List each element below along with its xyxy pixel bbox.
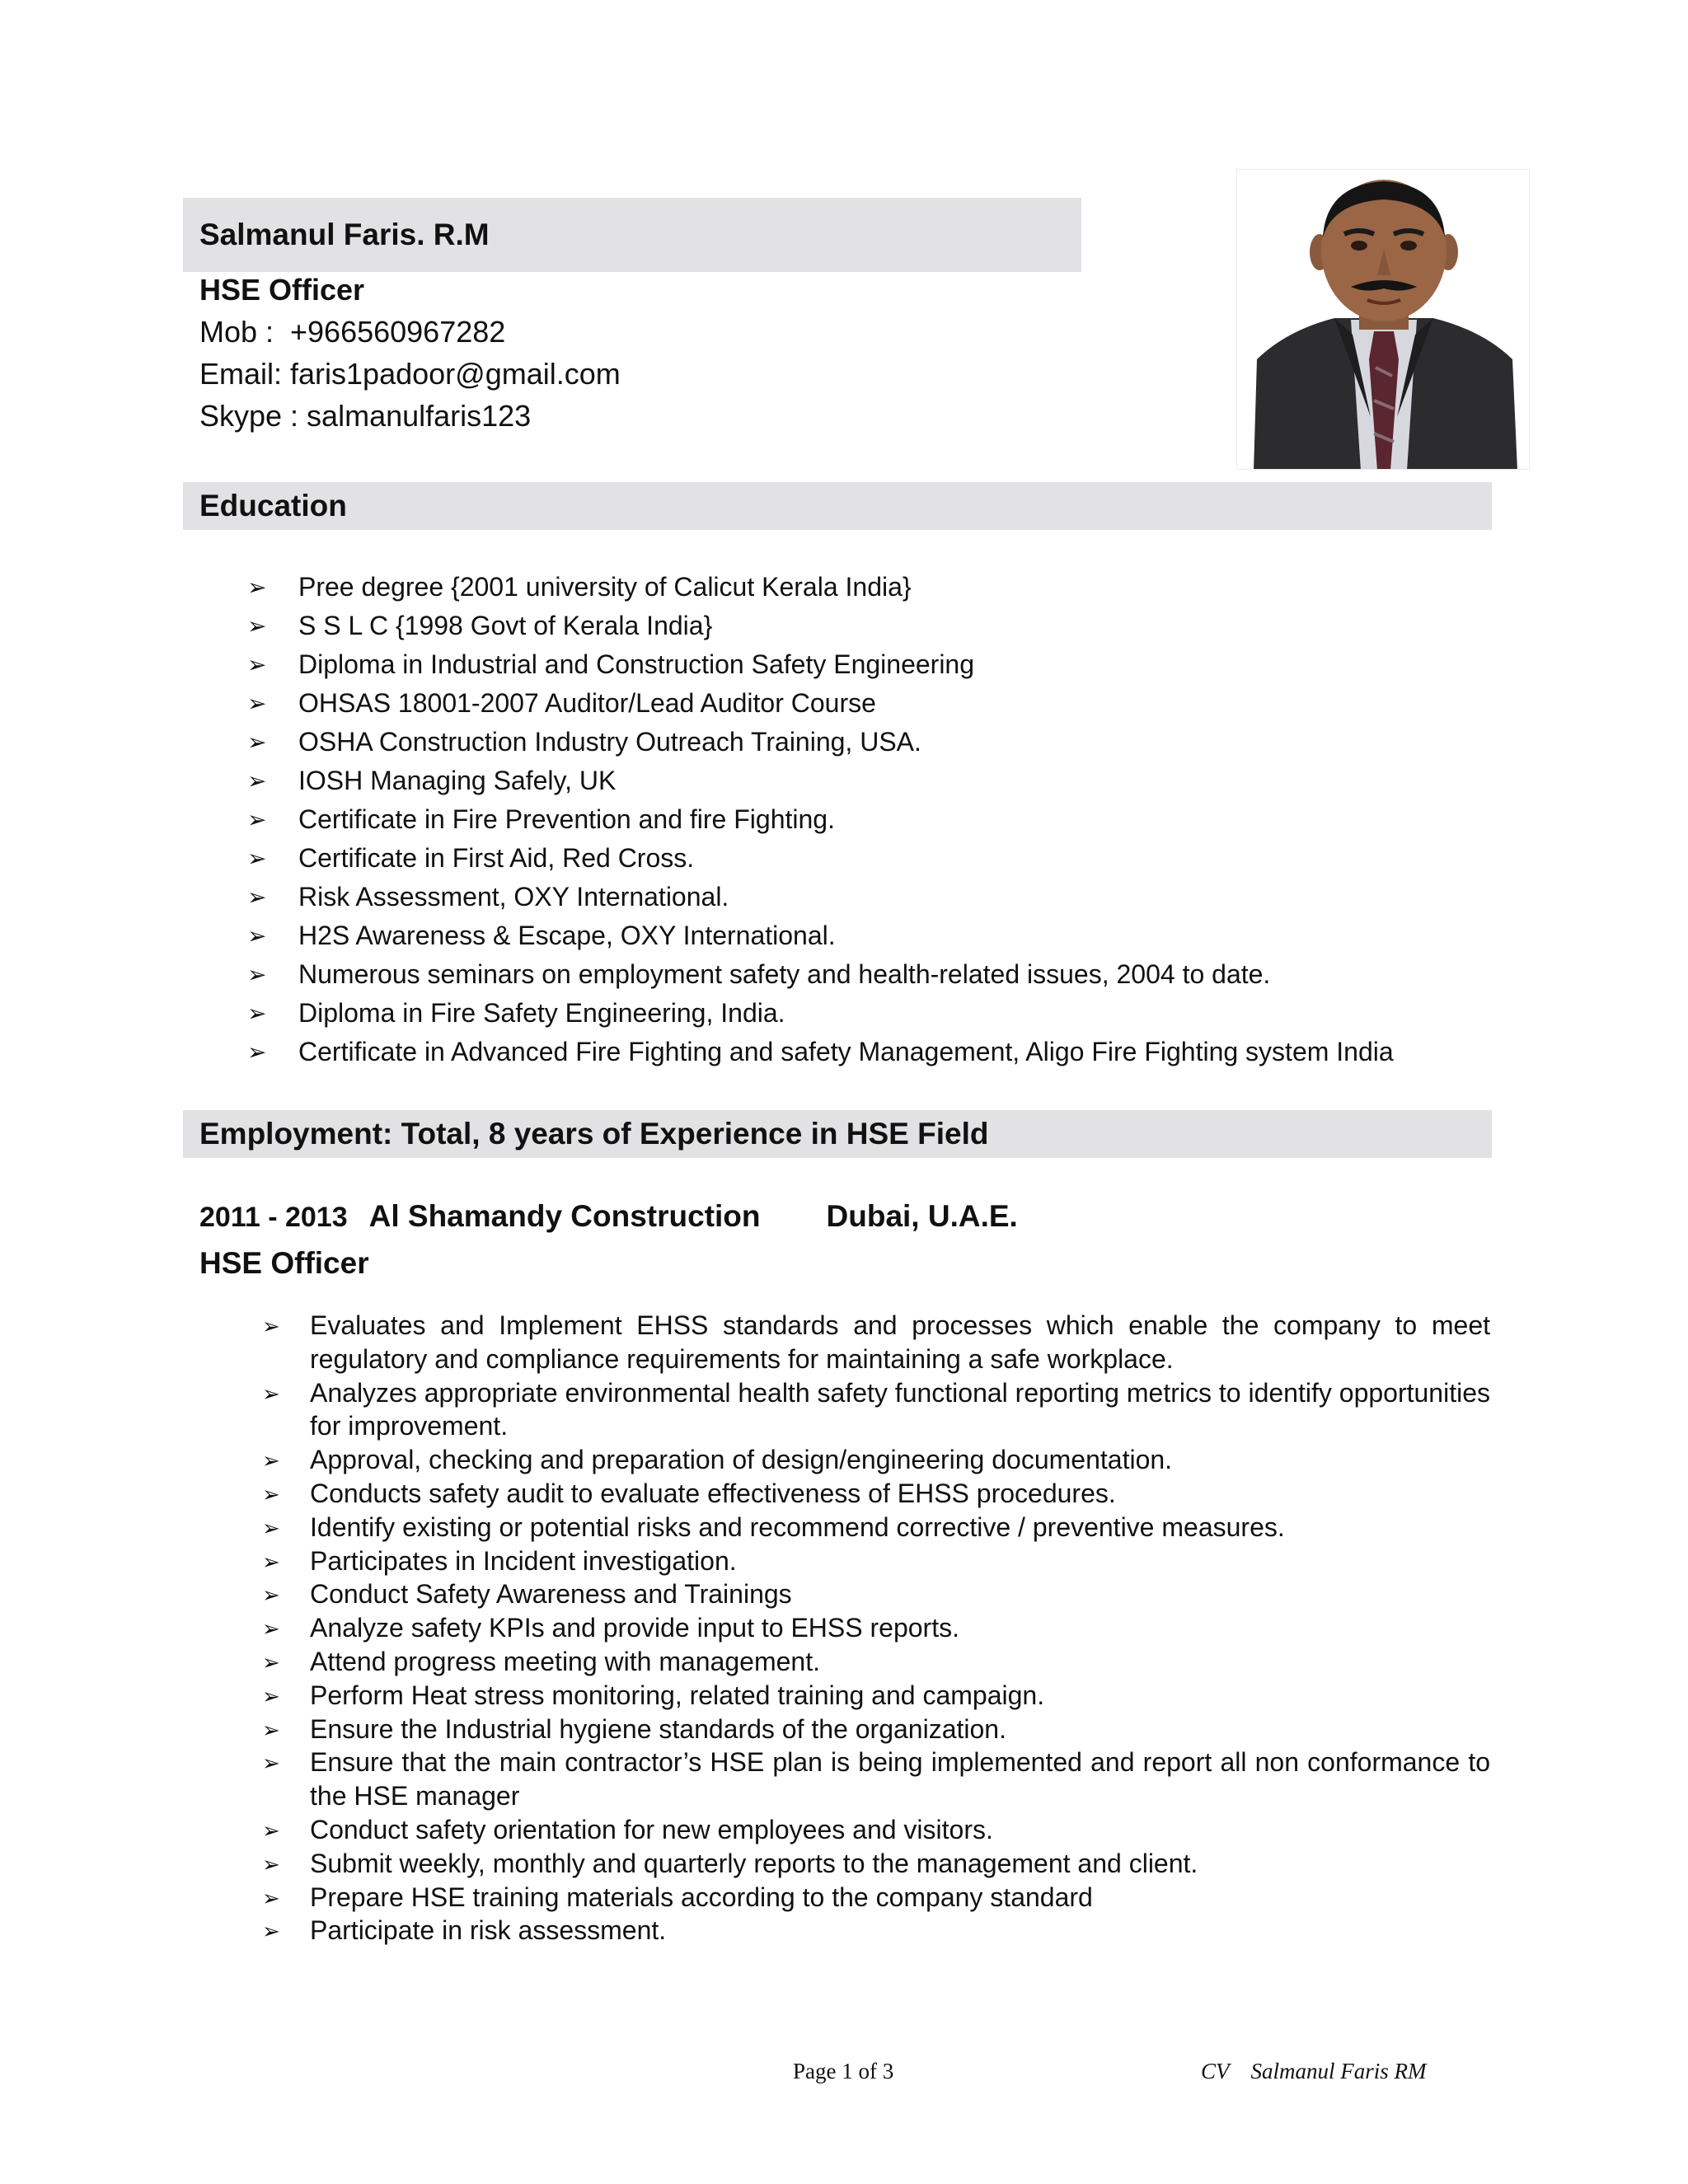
education-item — [247, 994, 1500, 1033]
education-item — [247, 645, 1500, 684]
name-bar — [183, 198, 1081, 272]
duty-text: Analyze safety KPIs and provide input to EHSS reports. — [310, 1613, 959, 1643]
duty-text: Conducts safety audit to evaluate effectiveness of EHSS procedures. — [310, 1478, 1116, 1508]
cv-owner-name: Salmanul Faris RM — [1250, 2059, 1427, 2083]
job-years: 2011 - 2013 — [199, 1202, 348, 1233]
arrow-bullet-icon: ➢ — [262, 1683, 280, 1708]
duty-text: Analyzes appropriate environmental health safety functional reporting metrics to identify opportunities for improvement. — [310, 1377, 1490, 1441]
duties-list — [262, 1309, 1490, 1947]
duty-item — [262, 1914, 1490, 1947]
duty-item — [262, 1881, 1490, 1915]
candidate-name: Salmanul Faris. R.M — [199, 218, 490, 251]
arrow-bullet-icon: ➢ — [262, 1817, 280, 1843]
duty-text: Conduct safety orientation for new employees and visitors. — [310, 1814, 993, 1844]
education-item — [247, 723, 1500, 762]
arrow-bullet-icon: ➢ — [247, 729, 267, 755]
arrow-bullet-icon: ➢ — [262, 1750, 280, 1776]
education-item — [247, 878, 1500, 916]
education-item — [247, 607, 1500, 645]
email-line: Email: faris1padoor@gmail.com — [199, 357, 621, 391]
duty-text: Prepare HSE training materials according to the company standard — [310, 1882, 1093, 1912]
arrow-bullet-icon: ➢ — [262, 1616, 280, 1642]
duty-text: Evaluates and Implement EHSS standards and processes which enable the company to meet regulatory and compliance requirements for maintaining a safe workplace. — [310, 1310, 1490, 1374]
duty-item — [262, 1645, 1490, 1679]
arrow-bullet-icon: ➢ — [262, 1515, 280, 1540]
education-item — [247, 800, 1500, 839]
profile-photo — [1236, 169, 1530, 470]
education-item-text: OHSAS 18001-2007 Auditor/Lead Auditor Course — [298, 688, 876, 718]
arrow-bullet-icon: ➢ — [262, 1649, 280, 1675]
duty-item — [262, 1309, 1490, 1376]
arrow-bullet-icon: ➢ — [247, 1039, 267, 1065]
mobile-line — [199, 311, 621, 353]
duty-item — [262, 1477, 1490, 1511]
arrow-bullet-icon: ➢ — [262, 1549, 280, 1574]
duty-item — [262, 1376, 1490, 1444]
candidate-role: HSE Officer — [199, 273, 365, 307]
education-item-text: Diploma in Fire Safety Engineering, India. — [298, 998, 785, 1028]
duty-text: Participate in risk assessment. — [310, 1915, 667, 1946]
education-section-bar — [183, 482, 1492, 530]
duty-item — [262, 1577, 1490, 1611]
employment-heading: Employment: Total, 8 years of Experience in HSE Field — [199, 1117, 989, 1151]
duty-item — [262, 1746, 1490, 1813]
education-item — [247, 568, 1500, 607]
job-header — [199, 1199, 1018, 1234]
education-item-text: Certificate in Fire Prevention and fire Fighting. — [298, 804, 835, 834]
duty-text: Approval, checking and preparation of design/engineering documentation. — [310, 1445, 1173, 1475]
arrow-bullet-icon: ➢ — [247, 768, 267, 794]
arrow-bullet-icon: ➢ — [247, 1001, 267, 1026]
arrow-bullet-icon: ➢ — [247, 962, 267, 987]
education-item — [247, 916, 1500, 955]
education-item-text: Risk Assessment, OXY International. — [298, 882, 729, 912]
education-item — [247, 684, 1500, 723]
arrow-bullet-icon: ➢ — [262, 1885, 280, 1910]
duty-item — [262, 1679, 1490, 1713]
arrow-bullet-icon: ➢ — [262, 1717, 280, 1742]
education-item — [247, 955, 1500, 994]
duty-item — [262, 1544, 1490, 1578]
duty-text: Ensure that the main contractor’s HSE plan is being implemented and report all non conformance to the HSE manager — [310, 1747, 1490, 1811]
education-item-text: Diploma in Industrial and Construction Safety Engineering — [298, 649, 975, 679]
education-item — [247, 1033, 1500, 1071]
skype-line: Skype : salmanulfaris123 — [199, 399, 532, 433]
education-item — [247, 839, 1500, 878]
arrow-bullet-icon: ➢ — [262, 1380, 280, 1406]
page-number: Page 1 of 3 — [793, 2059, 894, 2083]
education-item-text: Certificate in First Aid, Red Cross. — [298, 843, 695, 873]
arrow-bullet-icon: ➢ — [247, 613, 267, 639]
education-item-text: S S L C {1998 Govt of Kerala India} — [298, 611, 713, 640]
education-item-text: Certificate in Advanced Fire Fighting and safety Management, Aligo Fire Fighting system India — [298, 1037, 1394, 1066]
education-item — [247, 762, 1500, 800]
duty-item — [262, 1443, 1490, 1477]
duty-text: Conduct Safety Awareness and Trainings — [310, 1579, 792, 1610]
arrow-bullet-icon: ➢ — [247, 923, 267, 949]
employment-section-bar — [183, 1110, 1492, 1158]
arrow-bullet-icon: ➢ — [247, 807, 267, 832]
arrow-bullet-icon: ➢ — [247, 884, 267, 910]
job-company: Al Shamandy Construction — [368, 1199, 761, 1233]
duty-text: Identify existing or potential risks and recommend corrective / preventive measures. — [310, 1511, 1285, 1542]
mobile-label: Mob : — [199, 315, 274, 349]
duty-item — [262, 1611, 1490, 1645]
education-item-text: H2S Awareness & Escape, OXY International. — [298, 921, 836, 950]
duty-item — [262, 1511, 1490, 1544]
job-title: HSE Officer — [199, 1246, 369, 1280]
duty-text: Attend progress meeting with management. — [310, 1646, 820, 1676]
arrow-bullet-icon: ➢ — [262, 1448, 280, 1474]
contact-block — [199, 269, 621, 437]
education-list — [247, 568, 1500, 1071]
duty-text: Submit weekly, monthly and quarterly reports to the management and client. — [310, 1848, 1198, 1878]
education-item-text: OSHA Construction Industry Outreach Training, USA. — [298, 727, 921, 757]
duty-text: Ensure the Industrial hygiene standards of the organization. — [310, 1713, 1006, 1744]
arrow-bullet-icon: ➢ — [262, 1582, 280, 1608]
education-item-text: Pree degree {2001 university of Calicut Kerala India} — [298, 572, 912, 602]
arrow-bullet-icon: ➢ — [262, 1919, 280, 1944]
education-item-text: IOSH Managing Safely, UK — [298, 766, 617, 795]
mobile-number: +966560967282 — [290, 315, 506, 349]
job-location: Dubai, U.A.E. — [826, 1199, 1018, 1233]
arrow-bullet-icon: ➢ — [247, 574, 267, 600]
duty-text: Participates in Incident investigation. — [310, 1545, 737, 1576]
arrow-bullet-icon: ➢ — [247, 846, 267, 871]
duty-text: Perform Heat stress monitoring, related training and campaign. — [310, 1680, 1045, 1710]
education-item-text: Numerous seminars on employment safety and health-related issues, 2004 to date. — [298, 959, 1271, 989]
duty-item — [262, 1713, 1490, 1746]
arrow-bullet-icon: ➢ — [262, 1481, 280, 1507]
footer-cv-label — [1201, 2059, 1427, 2084]
cv-label: CV — [1201, 2059, 1230, 2083]
arrow-bullet-icon: ➢ — [262, 1314, 280, 1338]
duty-item — [262, 1847, 1490, 1881]
arrow-bullet-icon: ➢ — [262, 1851, 280, 1877]
arrow-bullet-icon: ➢ — [247, 691, 267, 716]
profile-photo-image — [1237, 170, 1530, 470]
duty-item — [262, 1813, 1490, 1847]
arrow-bullet-icon: ➢ — [247, 652, 267, 677]
education-heading: Education — [199, 489, 347, 523]
